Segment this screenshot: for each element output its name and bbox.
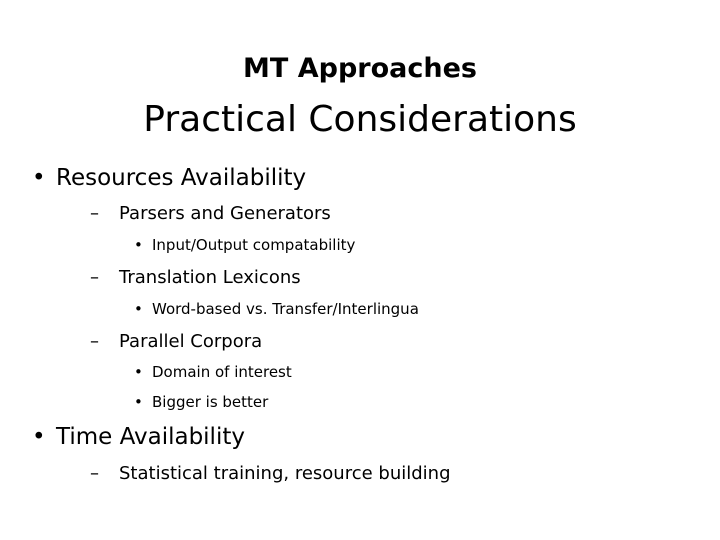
bullet-marker: • xyxy=(134,236,143,254)
sub-bullet-text: Statistical training, resource building xyxy=(119,463,451,484)
sub-sub-bullet-text: Bigger is better xyxy=(152,393,269,411)
sub-sub-bullet-text: Input/Output compatability xyxy=(152,236,356,254)
sub-bullet-text: Parsers and Generators xyxy=(119,203,331,224)
sub-sub-bullet-text: Word-based vs. Transfer/Interlingua xyxy=(152,300,419,318)
slide-title: Practical Considerations xyxy=(143,99,577,140)
bullet-text: Resources Availability xyxy=(56,165,307,191)
sub-bullet-translation-lexicons xyxy=(90,266,301,290)
sub-sub-bullet-text: Domain of interest xyxy=(152,363,292,381)
sub-sub-bullet-bigger xyxy=(134,392,268,412)
bullet-marker: • xyxy=(32,424,46,450)
sub-sub-bullet-word-based xyxy=(134,299,419,319)
dash-marker: – xyxy=(90,203,99,224)
sub-bullet-statistical-training xyxy=(90,462,451,486)
bullet-marker: • xyxy=(134,300,143,318)
slide-supertitle: MT Approaches xyxy=(243,53,477,84)
sub-sub-bullet-io-compat xyxy=(134,235,355,255)
bullet-marker: • xyxy=(134,363,143,381)
bullet-marker: • xyxy=(32,165,46,191)
dash-marker: – xyxy=(90,463,99,484)
bullet-text: Time Availability xyxy=(56,424,245,450)
bullet-marker: • xyxy=(134,393,143,411)
sub-bullet-text: Translation Lexicons xyxy=(119,267,301,288)
sub-bullet-parsers-generators xyxy=(90,202,331,226)
sub-sub-bullet-domain xyxy=(134,362,292,382)
bullet-time-availability xyxy=(32,423,245,451)
dash-marker: – xyxy=(90,331,99,352)
sub-bullet-parallel-corpora xyxy=(90,330,262,354)
bullet-resources-availability xyxy=(32,164,306,192)
dash-marker: – xyxy=(90,267,99,288)
sub-bullet-text: Parallel Corpora xyxy=(119,331,263,352)
